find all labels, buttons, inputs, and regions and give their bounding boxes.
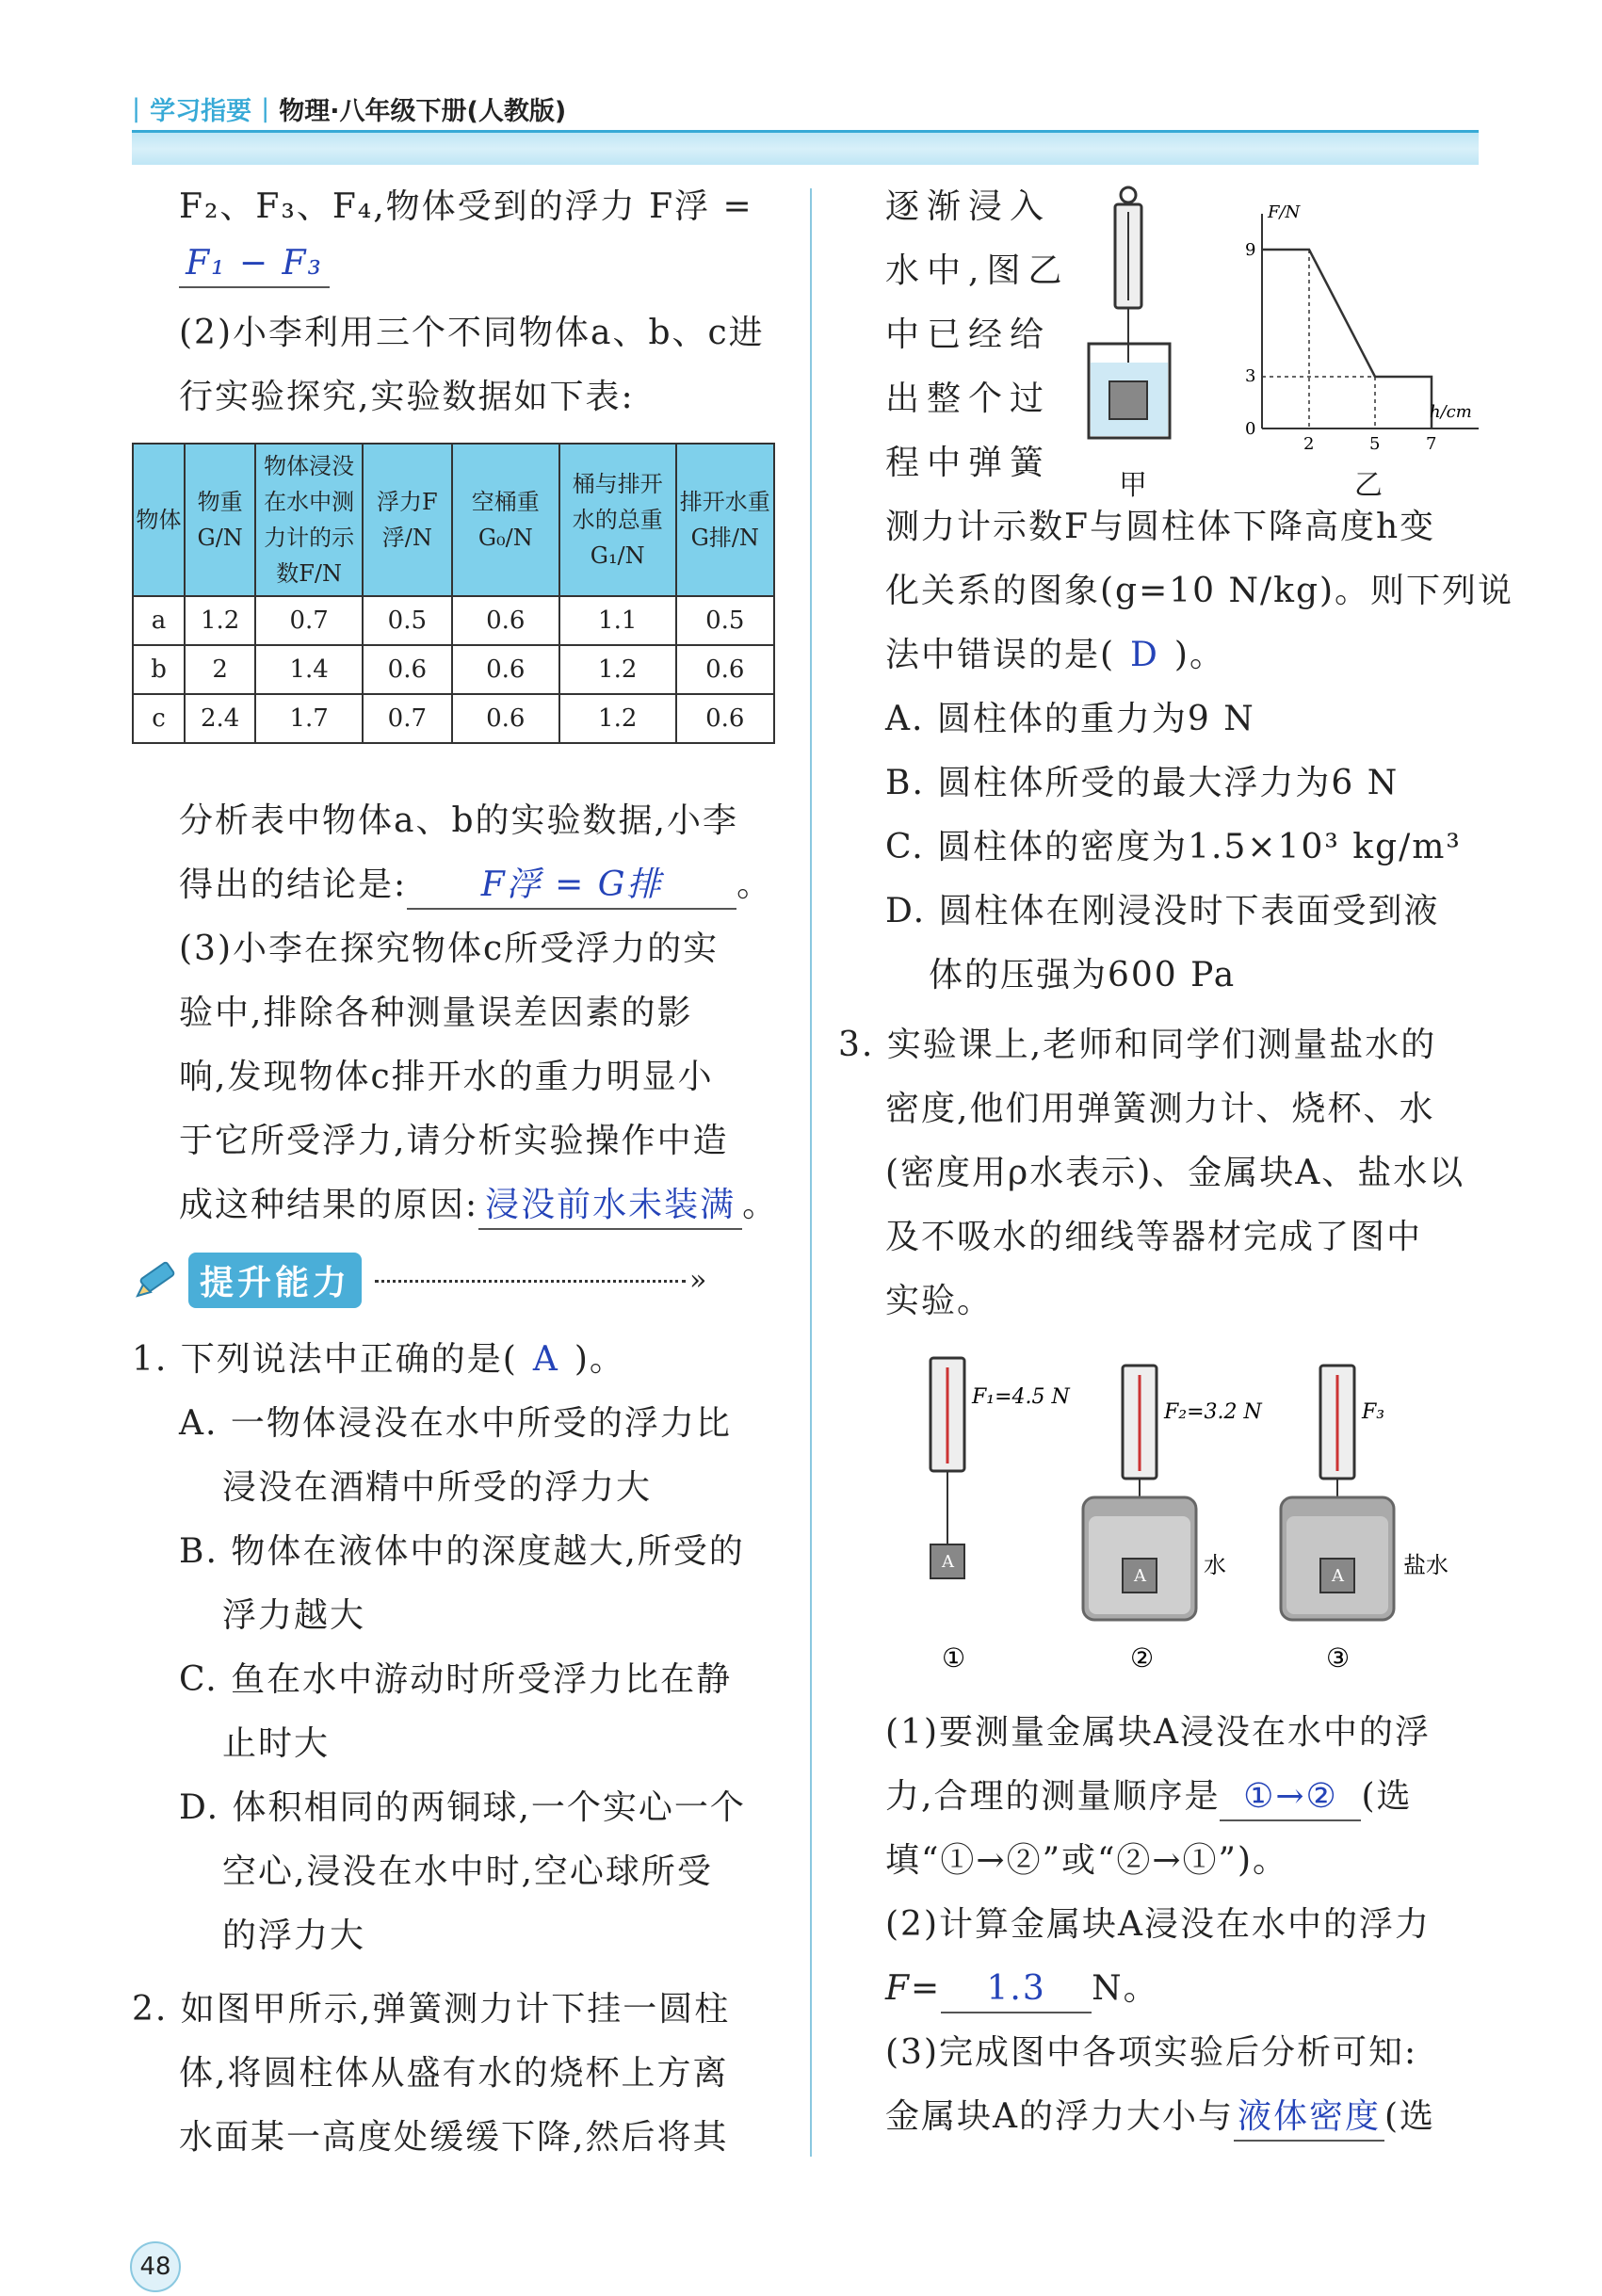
table-cell: 0.6 bbox=[452, 694, 559, 743]
table-cell: 0.7 bbox=[363, 694, 452, 743]
dotted-rule bbox=[375, 1278, 686, 1283]
period: 。 bbox=[736, 865, 773, 904]
table-cell: 1.7 bbox=[255, 694, 363, 743]
text-line: 体,将圆柱体从盛有水的烧杯上方离 bbox=[179, 2054, 729, 2093]
text-line: 行实验探究,实验数据如下表: bbox=[179, 378, 635, 416]
figure-yi-graph bbox=[1234, 202, 1488, 476]
table-cell: 1.2 bbox=[185, 596, 255, 645]
table-row bbox=[133, 694, 774, 743]
section-banner bbox=[132, 1253, 706, 1308]
page-number: 48 bbox=[130, 2241, 181, 2292]
text-line bbox=[179, 863, 772, 910]
text-line: 及不吸水的细线等器材完成了图中 bbox=[885, 1218, 1423, 1256]
question-1 bbox=[132, 1337, 625, 1382]
text-line: 分析表中物体a、b的实验数据,小李 bbox=[179, 801, 738, 840]
text-span: 法中错误的是( bbox=[885, 636, 1116, 674]
text-line bbox=[179, 1183, 778, 1230]
force-curve bbox=[1262, 250, 1432, 428]
option-line: A. 圆柱体的重力为9 N bbox=[885, 700, 1255, 738]
text-line: (1)要测量金属块A浸没在水中的浮 bbox=[885, 1713, 1431, 1752]
answer-line bbox=[179, 241, 330, 288]
figure-number: ② bbox=[1130, 1642, 1155, 1673]
text-line: (2)计算金属块A浸没在水中的浮力 bbox=[885, 1905, 1431, 1944]
table-cell: 0.6 bbox=[676, 694, 774, 743]
table-header-row bbox=[133, 444, 774, 596]
pencil-icon bbox=[132, 1256, 188, 1305]
option-line: 空心,浸没在水中时,空心球所受 bbox=[222, 1852, 713, 1891]
option-line: 浮力越大 bbox=[222, 1596, 366, 1635]
text-line: 出整个过 bbox=[885, 380, 1052, 418]
double-arrow-icon: » bbox=[689, 1264, 707, 1297]
table-cell: b bbox=[133, 645, 185, 694]
table-row bbox=[133, 645, 774, 694]
text-span: (选 bbox=[1384, 2097, 1436, 2136]
option-line: 止时大 bbox=[222, 1724, 331, 1763]
text-line: 密度,他们用弹簧测力计、烧杯、水 bbox=[885, 1090, 1435, 1128]
text-line: 水面某一高度处缓缓下降,然后将其 bbox=[179, 2118, 729, 2157]
option-line: D. 体积相同的两铜球,一个实心一个 bbox=[179, 1788, 746, 1827]
text-span: 力,合理的测量顺序是 bbox=[885, 1777, 1221, 1816]
answer-blank: ①→② bbox=[1220, 1774, 1361, 1821]
graph-x-label: h/cm bbox=[1430, 402, 1472, 422]
text-span: 成这种结果的原因: bbox=[179, 1186, 479, 1224]
text-line: 逐渐浸入 bbox=[885, 187, 1052, 226]
text-line: 测力计示数F与圆柱体下降高度h变 bbox=[885, 508, 1436, 546]
table-cell: 0.5 bbox=[676, 596, 774, 645]
option-line: A. 一物体浸没在水中所受的浮力比 bbox=[179, 1404, 732, 1443]
text-line: 化关系的图象(g=10 N/kg)。则下列说 bbox=[885, 572, 1514, 610]
table-cell: 1.2 bbox=[559, 645, 676, 694]
table-cell: 0.6 bbox=[452, 645, 559, 694]
block-label: A bbox=[1332, 1566, 1344, 1586]
table-cell: c bbox=[133, 694, 185, 743]
question-2: 2. 如图甲所示,弹簧测力计下挂一圆柱 bbox=[132, 1990, 731, 2029]
table-header: 排开水重G排/N bbox=[676, 444, 774, 596]
table-header: 空桶重G₀/N bbox=[452, 444, 559, 596]
scale-ring bbox=[1121, 187, 1136, 202]
text-span: )。 bbox=[574, 1340, 625, 1379]
text-span: 金属块A的浮力大小与 bbox=[885, 2097, 1234, 2136]
answer-blank: F浮 = G排 bbox=[407, 863, 736, 910]
table-cell: 1.4 bbox=[255, 645, 363, 694]
tick-label: 2 bbox=[1303, 434, 1315, 454]
text-line: (密度用ρ水表示)、金属块A、盐水以 bbox=[885, 1154, 1465, 1192]
graph-y-label: F/N bbox=[1268, 202, 1301, 222]
answer-blank: 液体密度 bbox=[1234, 2094, 1384, 2142]
period: 。 bbox=[742, 1186, 779, 1224]
answer-blank: F₁ − F₃ bbox=[179, 241, 330, 288]
header-divider: | bbox=[261, 94, 270, 123]
table-cell: 0.6 bbox=[363, 645, 452, 694]
header-brand: 学习指要 bbox=[150, 97, 252, 126]
option-line: C. 圆柱体的密度为1.5×10³ kg/m³ bbox=[885, 828, 1462, 866]
page-header bbox=[132, 90, 566, 127]
table-cell: 1.2 bbox=[559, 694, 676, 743]
tick-label: 9 bbox=[1245, 240, 1256, 260]
liquid-label: 水 bbox=[1204, 1552, 1226, 1578]
table-header: 桶与排开水的总重G₁/N bbox=[559, 444, 676, 596]
text-span: (选 bbox=[1361, 1777, 1413, 1816]
text-line bbox=[885, 1774, 1413, 1821]
table-cell: 1.1 bbox=[559, 596, 676, 645]
text-span: 1. 下列说法中正确的是( bbox=[132, 1340, 518, 1379]
text-span: F= bbox=[885, 1969, 942, 2008]
figure-number: ① bbox=[942, 1642, 966, 1673]
table-cell: 0.5 bbox=[363, 596, 452, 645]
option-line: C. 鱼在水中游动时所受浮力比在静 bbox=[179, 1660, 733, 1699]
option-line: 浸没在酒精中所受的浮力大 bbox=[222, 1468, 653, 1507]
text-line bbox=[885, 2094, 1435, 2142]
reading-label: F₃ bbox=[1362, 1400, 1385, 1424]
question-3: 3. 实验课上,老师和同学们测量盐水的 bbox=[838, 1026, 1437, 1064]
header-divider: | bbox=[132, 94, 141, 123]
text-span: 得出的结论是: bbox=[179, 865, 408, 904]
table-cell: 0.6 bbox=[452, 596, 559, 645]
option-line: B. 圆柱体所受的最大浮力为6 N bbox=[885, 764, 1400, 802]
text-line: 于它所受浮力,请分析实验操作中造 bbox=[179, 1122, 729, 1160]
tick-label: 3 bbox=[1245, 366, 1256, 386]
reading-label: F₂=3.2 N bbox=[1164, 1400, 1262, 1424]
answer: D bbox=[1130, 636, 1159, 674]
table-cell: 2.4 bbox=[185, 694, 255, 743]
text-line: 响,发现物体c排开水的重力明显小 bbox=[179, 1058, 714, 1096]
tick-label: 7 bbox=[1426, 434, 1437, 454]
table-cell: a bbox=[133, 596, 185, 645]
text-line: 验中,排除各种测量误差因素的影 bbox=[179, 994, 693, 1032]
figure-label: 甲 bbox=[1119, 469, 1147, 502]
text-line: 水中,图乙 bbox=[885, 251, 1070, 290]
option-line: D. 圆柱体在刚浸没时下表面受到液 bbox=[885, 892, 1440, 930]
table-cell: 2 bbox=[185, 645, 255, 694]
text-line bbox=[885, 1966, 1159, 2013]
liquid-label: 盐水 bbox=[1403, 1552, 1448, 1578]
figure-jia-spring-scale bbox=[1081, 184, 1194, 494]
tick-label: 5 bbox=[1369, 434, 1381, 454]
table-header: 物体浸没在水中测力计的示数F/N bbox=[255, 444, 363, 596]
header-bar bbox=[132, 130, 1479, 165]
text-span: N。 bbox=[1092, 1969, 1159, 2008]
option-line: 体的压强为600 Pa bbox=[929, 956, 1237, 994]
answer-blank: 1.3 bbox=[941, 1966, 1092, 2013]
text-line: (3)完成图中各项实验后分析可知: bbox=[885, 2033, 1418, 2072]
answer-blank: 浸没前水未装满 bbox=[478, 1183, 742, 1230]
text-line: 实验。 bbox=[885, 1282, 994, 1320]
block-label: A bbox=[942, 1552, 954, 1572]
table-header: 物体 bbox=[133, 444, 185, 596]
figure-3-experiment bbox=[904, 1347, 1488, 1686]
figure-number: ③ bbox=[1326, 1642, 1351, 1673]
text-line: 中已经给 bbox=[885, 315, 1052, 354]
header-subject: 物理·八年级下册(人教版) bbox=[279, 97, 567, 126]
banner-title: 提升能力 bbox=[188, 1253, 362, 1308]
data-table bbox=[132, 443, 775, 744]
table-header: 物重G/N bbox=[185, 444, 255, 596]
option-line: 的浮力大 bbox=[222, 1916, 366, 1955]
block-label: A bbox=[1134, 1566, 1146, 1586]
table-cell: 0.7 bbox=[255, 596, 363, 645]
text-line bbox=[885, 633, 1225, 678]
option-line: B. 物体在液体中的深度越大,所受的 bbox=[179, 1532, 745, 1571]
text-span: )。 bbox=[1173, 636, 1225, 674]
tick-label: 0 bbox=[1245, 419, 1256, 439]
reading-label: F₁=4.5 N bbox=[972, 1385, 1070, 1409]
column-divider bbox=[810, 188, 812, 2157]
text-line: 填“①→②”或“②→①”)。 bbox=[885, 1841, 1288, 1880]
table-row bbox=[133, 596, 774, 645]
text-line: F₂、F₃、F₄,物体受到的浮力 F浮 = bbox=[179, 187, 753, 226]
table-cell: 0.6 bbox=[676, 645, 774, 694]
table-header: 浮力F浮/N bbox=[363, 444, 452, 596]
text-line: (3)小李在探究物体c所受浮力的实 bbox=[179, 930, 720, 968]
answer: A bbox=[532, 1340, 559, 1379]
text-line: (2)小李利用三个不同物体a、b、c进 bbox=[179, 314, 765, 352]
cylinder bbox=[1109, 381, 1147, 419]
figure-label: 乙 bbox=[1354, 469, 1383, 502]
text-line: 程中弹簧 bbox=[885, 444, 1052, 482]
